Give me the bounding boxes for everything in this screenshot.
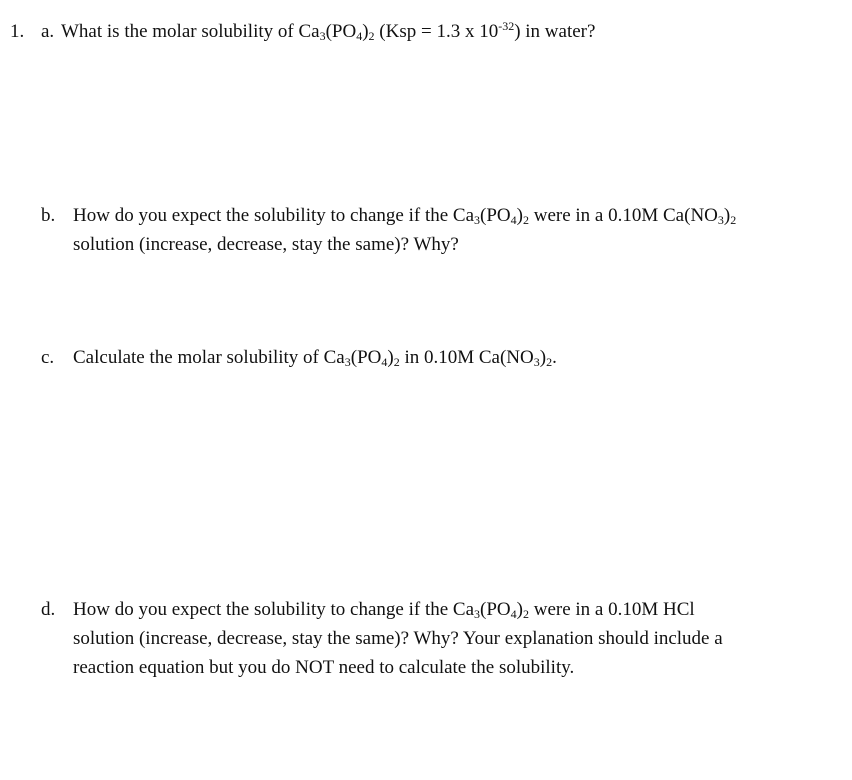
part-d-text xyxy=(73,595,843,682)
part-a-letter: a. xyxy=(41,21,55,42)
question-number: 1. xyxy=(10,21,25,42)
part-b-letter: b. xyxy=(41,205,56,226)
ksp-exponent: -32 xyxy=(498,19,515,33)
part-b-line-2: solution (increase, decrease, stay the same)? Why? xyxy=(73,234,459,255)
part-c-line-1: Calculate the molar solubility of $Ca_3(PO_4)_2$ in 0.10M $Ca(NO_3)_2$. xyxy=(73,347,557,369)
part-b-line-1: How do you expect the solubility to change if the $Ca_3(PO_4)_2$ were in a 0.10M $Ca(NO_3)_2$ xyxy=(73,205,737,227)
part-a-text xyxy=(61,17,831,46)
part-c-text xyxy=(73,343,843,372)
part-d-line-1: How do you expect the solubility to change if the $Ca_3(PO_4)_2$ were in a 0.10M HCl xyxy=(73,599,695,621)
part-c-letter: c. xyxy=(41,347,55,368)
part-a-line-1: What is the molar solubility of $Ca_3(PO_4)_2$ (Ksp = 1.3 x $10^{-32}$) in water? xyxy=(61,19,596,43)
part-b-text xyxy=(73,201,843,259)
part-d-line-2: solution (increase, decrease, stay the same)? Why? Your explanation should include a xyxy=(73,628,723,649)
part-d-letter: d. xyxy=(41,599,56,620)
part-d-line-3: reaction equation but you do NOT need to calculate the solubility. xyxy=(73,657,575,678)
